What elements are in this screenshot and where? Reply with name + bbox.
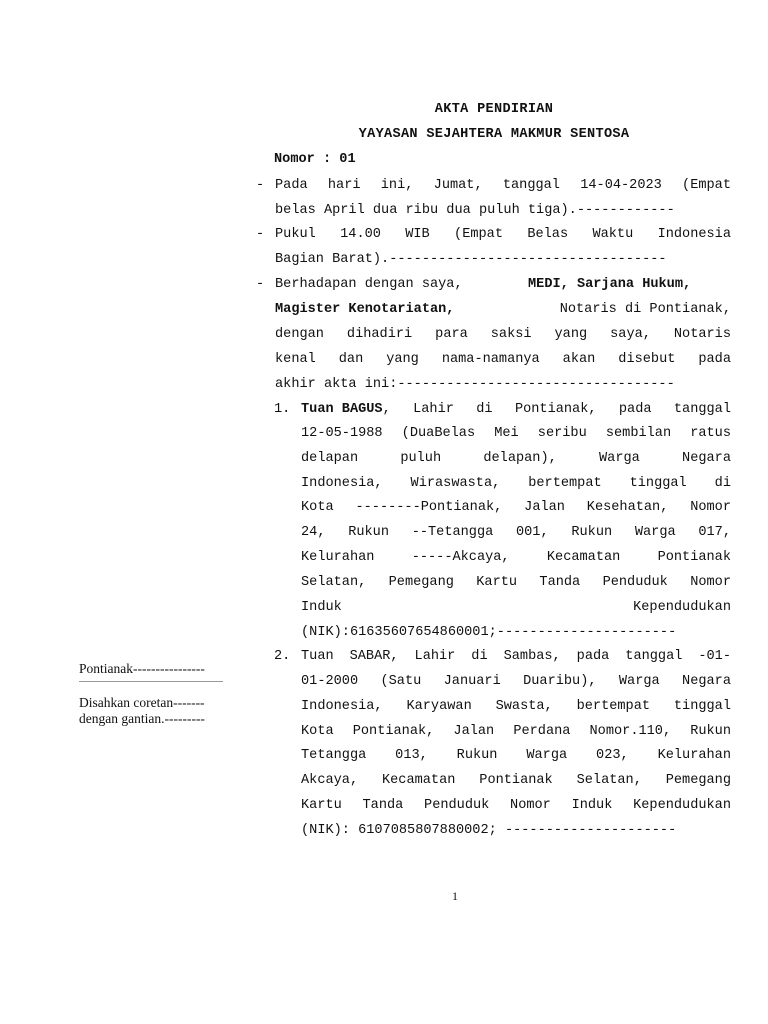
item2-line: Akcaya, Kecamatan Pontianak Selatan, Pemegang xyxy=(301,773,731,788)
item1-text: , Lahir di Pontianak, pada tanggal xyxy=(382,402,731,417)
bullet-dash: - xyxy=(256,227,265,242)
item1-line xyxy=(301,400,731,420)
item-number: 2. xyxy=(274,649,291,664)
margin-note-pontianak: Pontianak---------------- xyxy=(79,661,205,676)
para3-text: Notaris di Pontianak, xyxy=(559,302,731,317)
item1-line: 24, Rukun --Tetangga 001, Rukun Warga 017, xyxy=(301,525,731,540)
para2-line: Bagian Barat).---------------------------------- xyxy=(275,252,667,267)
item-number: 1. xyxy=(274,402,291,417)
margin-note-disahkan: Disahkan coretan------- xyxy=(79,695,205,710)
notary-name: MEDI, Sarjana Hukum, xyxy=(528,277,692,292)
para3-line: dengan dihadiri para saksi yang saya, Notaris xyxy=(275,327,731,342)
notary-title: Magister Kenotariatan, xyxy=(275,302,455,317)
deed-number-value: 01 xyxy=(339,152,356,167)
margin-note-disahkan: dengan gantian.--------- xyxy=(79,711,205,726)
item2-line: Tuan SABAR, Lahir di Sambas, pada tanggal -01- xyxy=(301,649,731,664)
item1-line: Indonesia, Wiraswasta, bertempat tinggal di xyxy=(301,476,731,491)
item1-line: delapan puluh delapan), Warga Negara xyxy=(301,451,731,466)
para3-line xyxy=(275,275,731,295)
item1-line: (NIK):61635607654860001;---------------------- xyxy=(301,625,677,640)
bullet-dash: - xyxy=(256,178,265,193)
margin-divider xyxy=(79,681,223,682)
para1-line: belas April dua ribu dua puluh tiga).------------ xyxy=(275,203,675,218)
para3-line: kenal dan yang nama-namanya akan disebut pada xyxy=(275,352,731,367)
para3-line: akhir akta ini:---------------------------------- xyxy=(275,377,675,392)
item2-line: (NIK): 6107085807880002; --------------------- xyxy=(301,823,677,838)
item2-line: Kota Pontianak, Jalan Perdana Nomor.110, Rukun xyxy=(301,724,731,739)
item1-line: Kota --------Pontianak, Jalan Kesehatan, Nomor xyxy=(301,500,731,515)
foundation-name: YAYASAN SEJAHTERA MAKMUR SENTOSA xyxy=(358,127,630,142)
item2-line: Indonesia, Karyawan Swasta, bertempat tinggal xyxy=(301,699,731,714)
item2-line: Kartu Tanda Penduduk Nomor Induk Kependudukan xyxy=(301,798,731,813)
bullet-dash: - xyxy=(256,277,265,292)
item2-line: Tetangga 013, Rukun Warga 023, Kelurahan xyxy=(301,748,731,763)
deed-number-label: Nomor : xyxy=(274,152,332,167)
item1-line: Kelurahan -----Akcaya, Kecamatan Pontianak xyxy=(301,550,731,565)
person-name: Tuan BAGUS xyxy=(301,402,383,417)
para3-line xyxy=(275,300,731,320)
para3-text: Berhadapan dengan saya, xyxy=(275,277,463,292)
item2-line: 01-2000 (Satu Januari Duaribu), Warga Negara xyxy=(301,674,731,689)
document-title: AKTA PENDIRIAN xyxy=(434,102,554,117)
deed-number xyxy=(274,152,356,167)
para2-line: Pukul 14.00 WIB (Empat Belas Waktu Indonesia xyxy=(275,227,731,242)
item1-line: Selatan, Pemegang Kartu Tanda Penduduk Nomor xyxy=(301,575,731,590)
item1-line: Induk Kependudukan xyxy=(301,600,731,615)
item1-line: 12-05-1988 (DuaBelas Mei seribu sembilan ratus xyxy=(301,426,731,441)
page-number: 1 xyxy=(452,889,458,903)
para1-line: Pada hari ini, Jumat, tanggal 14-04-2023 (Empat xyxy=(275,178,731,193)
